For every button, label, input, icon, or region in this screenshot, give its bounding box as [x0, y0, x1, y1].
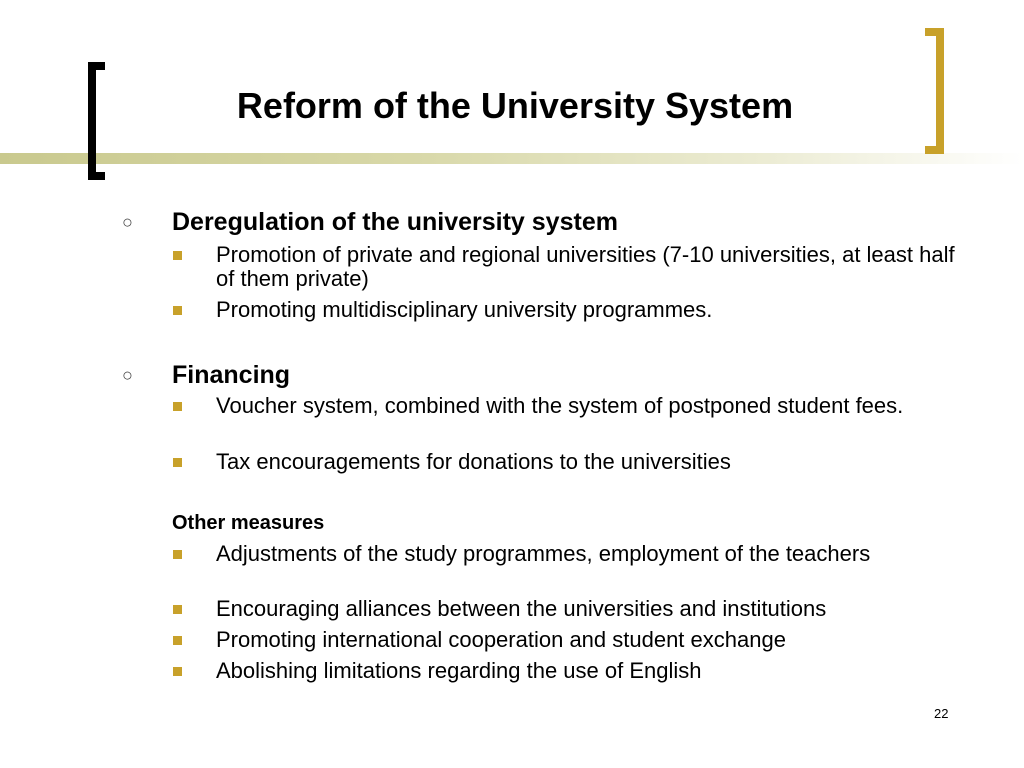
- square-bullet-icon: [173, 636, 182, 645]
- square-bullet-icon: [173, 667, 182, 676]
- list-item: Promotion of private and regional universities (7-10 universities, at least half of them private): [216, 242, 955, 291]
- list-item: Promoting multidisciplinary university programmes.: [216, 297, 713, 322]
- section-heading: Deregulation of the university system: [172, 208, 618, 236]
- square-bullet-icon: [173, 605, 182, 614]
- square-bullet-icon: [173, 306, 182, 315]
- slide-title: Reform of the University System: [236, 85, 794, 126]
- list-item: Abolishing limitations regarding the use of English: [216, 658, 702, 683]
- list-item: Tax encouragements for donations to the universities: [216, 449, 731, 474]
- section-heading: Other measures: [172, 512, 325, 534]
- circle-bullet-icon: ○: [122, 212, 133, 232]
- list-item: Encouraging alliances between the universities and institutions: [216, 596, 827, 621]
- square-bullet-icon: [173, 251, 182, 260]
- section-heading: Financing: [172, 361, 291, 389]
- list-item: Promoting international cooperation and student exchange: [216, 627, 786, 652]
- list-item: Adjustments of the study programmes, employment of the teachers: [216, 541, 871, 566]
- square-bullet-icon: [173, 550, 182, 559]
- list-item: Voucher system, combined with the system of postponed student fees.: [216, 393, 904, 418]
- circle-bullet-icon: ○: [122, 365, 133, 385]
- square-bullet-icon: [173, 402, 182, 411]
- square-bullet-icon: [173, 458, 182, 467]
- page-number: 22: [934, 706, 949, 721]
